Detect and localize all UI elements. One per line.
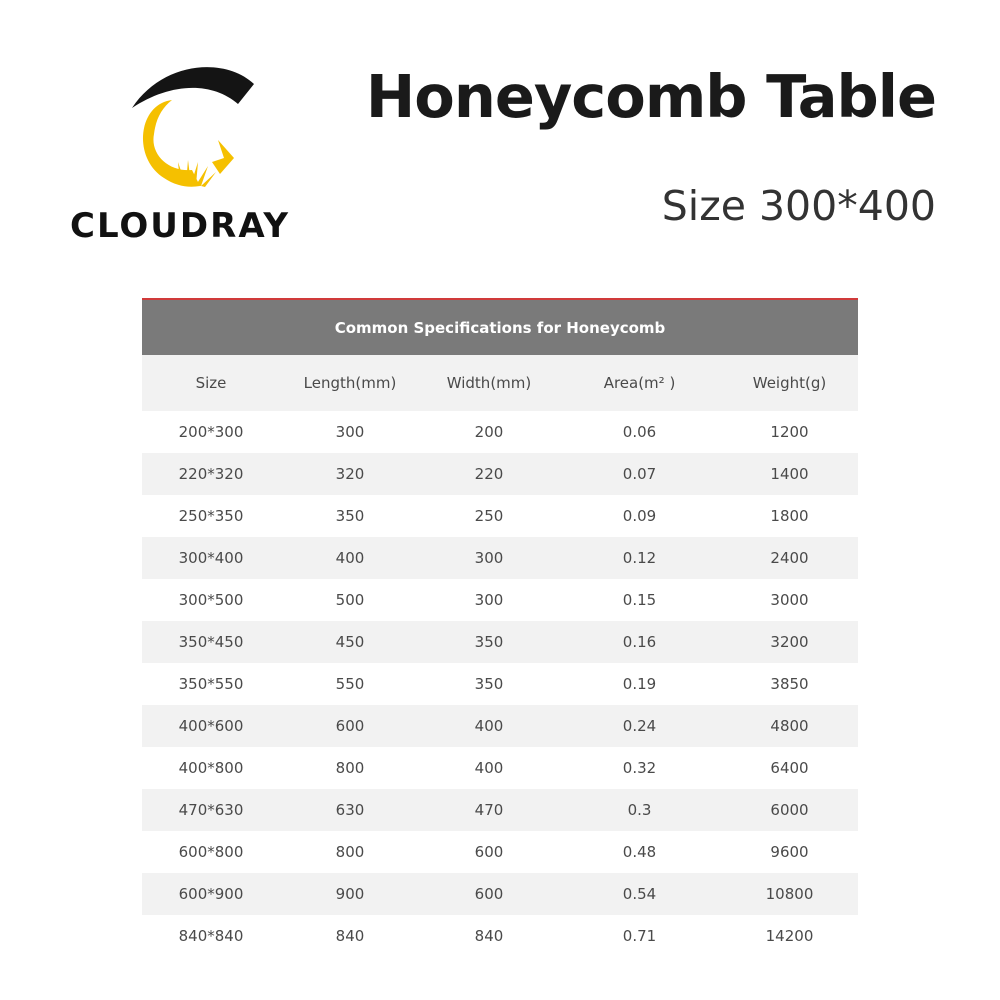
column-header-area: Area(m² ) — [603, 374, 676, 392]
cell-width: 300 — [474, 549, 504, 567]
column-header-length: Length(mm) — [303, 374, 397, 392]
cell-width: 400 — [474, 759, 504, 777]
table-row — [142, 663, 858, 705]
table-header-row — [142, 355, 858, 411]
cell-size: 200*300 — [178, 423, 244, 441]
cell-area: 0.32 — [622, 759, 657, 777]
cloudray-logo-icon — [128, 62, 256, 192]
table-row — [142, 453, 858, 495]
table-row — [142, 495, 858, 537]
cell-width: 400 — [474, 717, 504, 735]
cell-area: 0.16 — [622, 633, 657, 651]
cell-size: 470*630 — [178, 801, 244, 819]
column-header-size: Size — [195, 374, 227, 392]
cell-area: 0.09 — [622, 507, 657, 525]
cell-weight: 2400 — [770, 549, 809, 567]
column-header-weight: Weight(g) — [752, 374, 827, 392]
cell-size: 350*550 — [178, 675, 244, 693]
table-row — [142, 579, 858, 621]
table-caption: Common Specifications for Honeycomb — [142, 298, 858, 355]
cell-length: 840 — [335, 927, 365, 945]
table-row — [142, 705, 858, 747]
cell-area: 0.71 — [622, 927, 657, 945]
cell-size: 300*400 — [178, 549, 244, 567]
cell-size: 220*320 — [178, 465, 244, 483]
cell-area: 0.06 — [622, 423, 657, 441]
cell-area: 0.12 — [622, 549, 657, 567]
cell-width: 200 — [474, 423, 504, 441]
cell-width: 600 — [474, 885, 504, 903]
cell-width: 220 — [474, 465, 504, 483]
cell-size: 600*800 — [178, 843, 244, 861]
cell-width: 470 — [474, 801, 504, 819]
cell-length: 900 — [335, 885, 365, 903]
cell-area: 0.07 — [622, 465, 657, 483]
cell-length: 350 — [335, 507, 365, 525]
cell-size: 400*600 — [178, 717, 244, 735]
brand-name: CLOUDRAY — [70, 206, 290, 246]
cell-width: 350 — [474, 675, 504, 693]
cell-length: 450 — [335, 633, 365, 651]
cell-width: 300 — [474, 591, 504, 609]
table-row — [142, 621, 858, 663]
column-header-width: Width(mm) — [446, 374, 532, 392]
table-row — [142, 411, 858, 453]
cell-weight: 9600 — [770, 843, 809, 861]
cell-area: 0.54 — [622, 885, 657, 903]
cell-size: 600*900 — [178, 885, 244, 903]
cell-weight: 4800 — [770, 717, 809, 735]
cell-length: 500 — [335, 591, 365, 609]
table-row — [142, 915, 858, 957]
page-title: Honeycomb Table — [365, 62, 936, 131]
cell-area: 0.19 — [622, 675, 657, 693]
table-row — [142, 831, 858, 873]
cell-weight: 1800 — [770, 507, 809, 525]
cell-weight: 1400 — [770, 465, 809, 483]
cell-length: 800 — [335, 759, 365, 777]
page-subtitle: Size 300*400 — [661, 182, 936, 230]
cell-area: 0.15 — [622, 591, 657, 609]
cell-area: 0.24 — [622, 717, 657, 735]
cell-length: 400 — [335, 549, 365, 567]
cell-weight: 6400 — [770, 759, 809, 777]
cell-width: 350 — [474, 633, 504, 651]
spec-table — [142, 298, 858, 957]
cell-length: 300 — [335, 423, 365, 441]
table-row — [142, 747, 858, 789]
cell-length: 800 — [335, 843, 365, 861]
table-row — [142, 873, 858, 915]
cell-width: 250 — [474, 507, 504, 525]
cell-size: 300*500 — [178, 591, 244, 609]
cell-length: 550 — [335, 675, 365, 693]
cell-weight: 3850 — [770, 675, 809, 693]
cell-length: 630 — [335, 801, 365, 819]
cell-weight: 1200 — [770, 423, 809, 441]
table-row — [142, 789, 858, 831]
cell-weight: 3200 — [770, 633, 809, 651]
table-row — [142, 537, 858, 579]
cell-area: 0.3 — [627, 801, 652, 819]
cell-weight: 10800 — [765, 885, 814, 903]
cell-weight: 6000 — [770, 801, 809, 819]
cell-length: 600 — [335, 717, 365, 735]
cell-weight: 3000 — [770, 591, 809, 609]
cell-size: 400*800 — [178, 759, 244, 777]
cell-width: 840 — [474, 927, 504, 945]
cell-length: 320 — [335, 465, 365, 483]
cell-size: 350*450 — [178, 633, 244, 651]
cell-area: 0.48 — [622, 843, 657, 861]
cell-size: 840*840 — [178, 927, 244, 945]
cell-weight: 14200 — [765, 927, 814, 945]
cell-width: 600 — [474, 843, 504, 861]
cell-size: 250*350 — [178, 507, 244, 525]
